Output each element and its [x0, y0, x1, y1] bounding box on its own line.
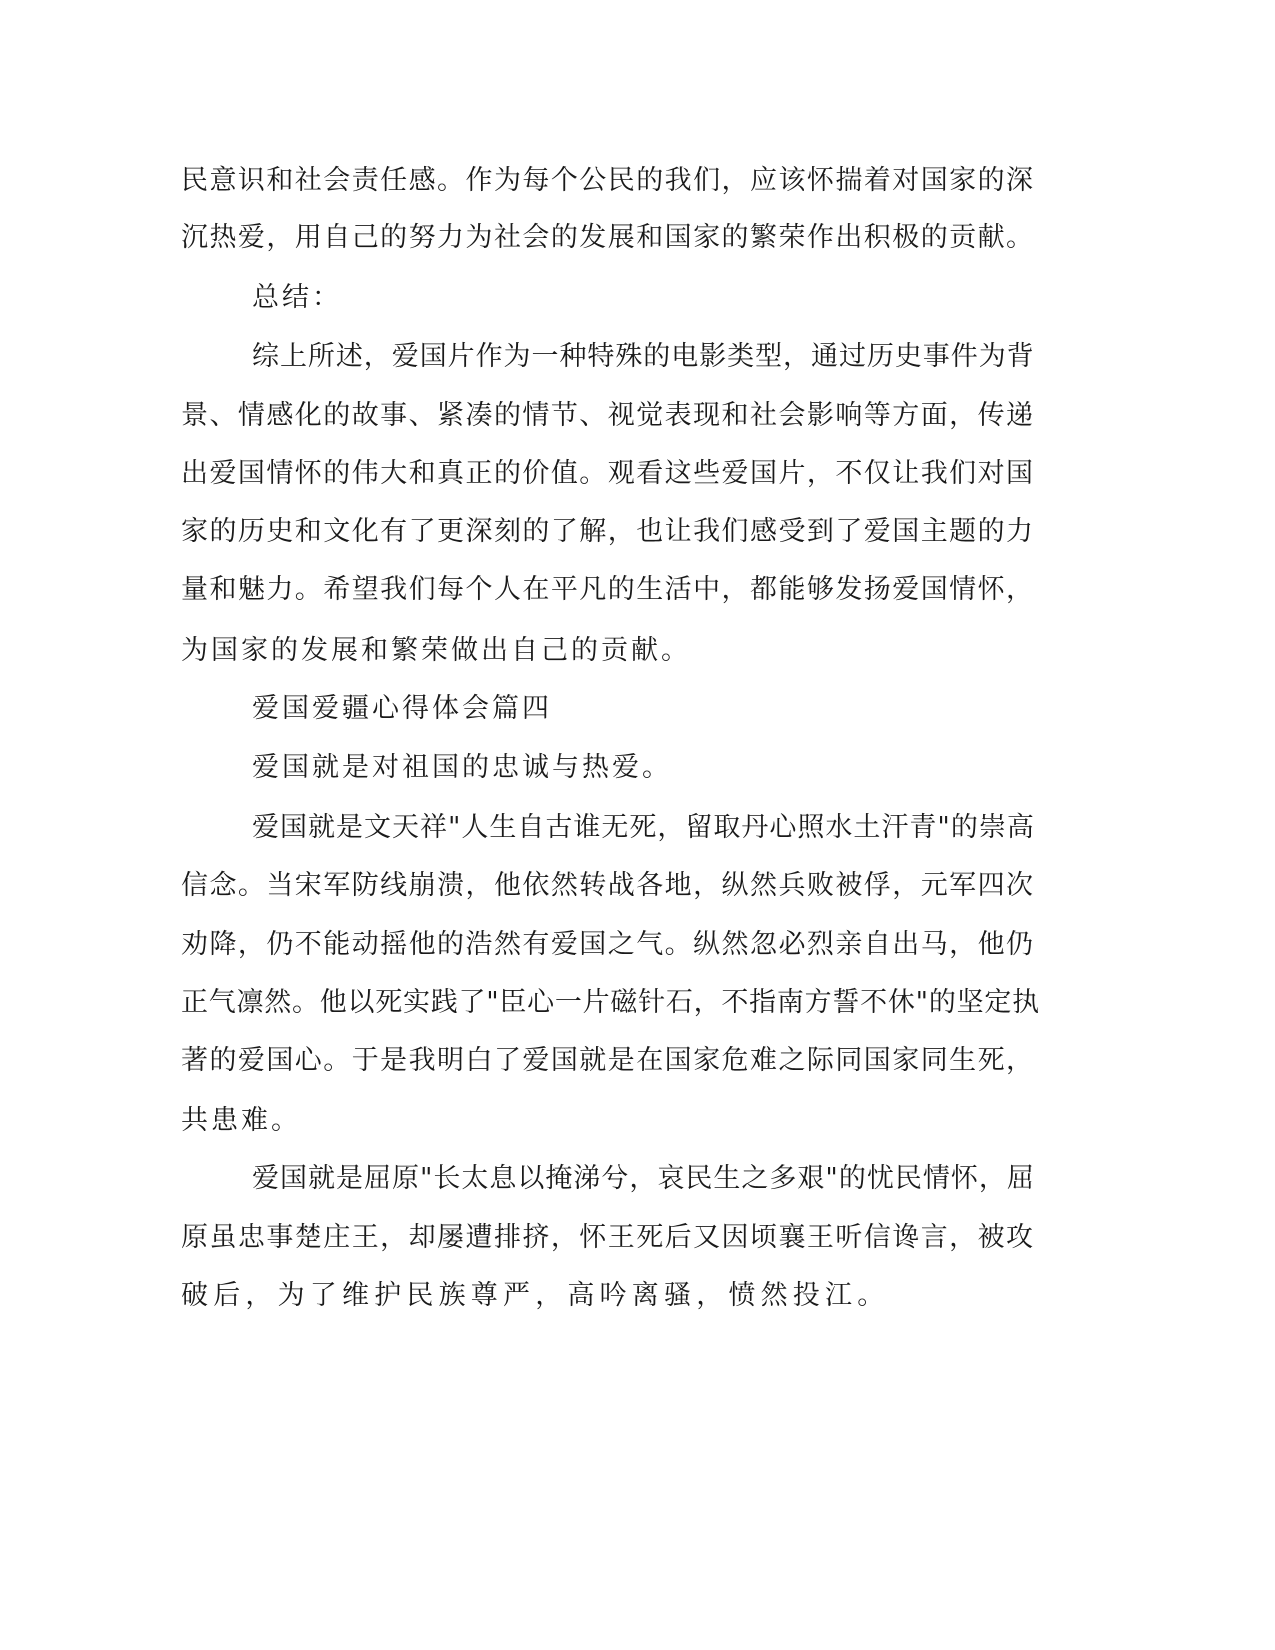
paragraph-line: 景、情感化的故事、紧凑的情节、视觉表现和社会影响等方面，传递 — [181, 400, 1035, 431]
paragraph-line: 民意识和社会责任感。作为每个公民的我们，应该怀揣着对国家的深 — [181, 165, 1035, 196]
paragraph-line: 著的爱国心。于是我明白了爱国就是在国家危难之际同国家同生死， — [181, 1045, 1035, 1076]
paragraph-line: 为国家的发展和繁荣做出自己的贡献。 — [181, 635, 691, 666]
paragraph-line: 共患难。 — [181, 1105, 301, 1136]
paragraph-line: 量和魅力。希望我们每个人在平凡的生活中，都能够发扬爱国情怀， — [181, 574, 1035, 605]
paragraph-line: 破后，为了维护民族尊严，高吟离骚，愤然投江。 — [181, 1280, 890, 1311]
paragraph-line: 沉热爱，用自己的努力为社会的发展和国家的繁荣作出积极的贡献。 — [181, 222, 1035, 253]
paragraph-line: 劝降，仍不能动摇他的浩然有爱国之气。纵然忽必烈亲自出马，他仍 — [181, 929, 1035, 960]
section-title: 爱国爱疆心得体会篇四 — [252, 693, 552, 724]
paragraph-line: 原虽忠事楚庄王，却屡遭排挤，怀王死后又因顷襄王听信谗言，被攻 — [181, 1222, 1035, 1253]
paragraph-line: 家的历史和文化有了更深刻的了解，也让我们感受到了爱国主题的力 — [181, 516, 1035, 547]
paragraph-line: 爱国就是文天祥"人生自古谁无死，留取丹心照水土汗青"的崇高 — [252, 812, 1035, 843]
paragraph-line: 爱国就是对祖国的忠诚与热爱。 — [252, 752, 672, 783]
paragraph-line: 信念。当宋军防线崩溃，他依然转战各地，纵然兵败被俘，元军四次 — [181, 870, 1035, 901]
paragraph-line: 正气凛然。他以死实践了"臣心一片磁针石，不指南方誓不休"的坚定执 — [181, 987, 1040, 1018]
section-heading: 总结： — [252, 282, 342, 313]
paragraph-line: 爱国就是屈原"长太息以掩涕兮，哀民生之多艰"的忧民情怀，屈 — [252, 1163, 1035, 1194]
paragraph-line: 出爱国情怀的伟大和真正的价值。观看这些爱国片，不仅让我们对国 — [181, 458, 1035, 489]
paragraph-line: 综上所述，爱国片作为一种特殊的电影类型，通过历史事件为背 — [252, 341, 1035, 372]
